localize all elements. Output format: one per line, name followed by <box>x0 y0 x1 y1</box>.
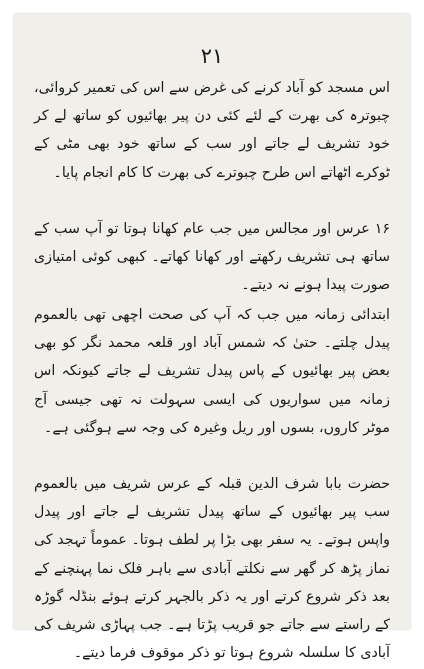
paragraph-walking-travel: ابتدائی زمانہ میں جب کہ آپ کی صحت اچھی تھی بالعموم پیدل چلتے۔ حتیٰ کہ شمس آباد اور قلعہ محمد نگر کو بھی بعض پیر بھائیوں کے پاس پیدل تشریف لے جاتے کیونکہ اس زمانہ میں سواریوں کی ایسی سہولت نہ تھی جیسی آج موٹر کاروں، بسوں اور ریل وغیرہ کی وجہ سے ہوگئی ہے۔ <box>34 307 390 436</box>
page-number: ۲۱ <box>200 44 224 68</box>
paragraph-urs-journey: حضرت بابا شرف الدین قبلہ کے عرس شریف میں بالعموم سب پیر بھائیوں کے ساتھ پیدل تشریف لے جاتے اور پیدل واپس ہوتے۔ یہ سفر بھی بڑا پر لطف ہوتا۔ عموماً تہجد کی نماز پڑھ کر گھر سے نکلتے آبادی سے باہر فلک نما پہنچنے کے بعد ذکر شروع کرتے اور یہ ذکر بالجہر کرتے ہوئے بنڈلہ گوڑہ کے راستے سے جاتے جو قریب پڑتا ہے۔ جب پہاڑی شریف کی آبادی کا سلسلہ شروع ہوتا تو ذکر موقوف فرما دیتے۔ <box>34 476 390 662</box>
paragraph-mosque-construction: اس مسجد کو آباد کرنے کی غرض سے اس کی تعمیر کروائی، چبوترہ کی بھرت کے لئے کئی دن پیر بھائیوں کو ساتھ لے کر خود تشریف لے جاتے اور سب کے ساتھ خود بھی مٹی کے ٹوکرے اٹھاتے اس طرح چبوترے کی بھرت کا کام انجام پایا۔ <box>34 80 390 181</box>
paragraph-communal-meals: ۱۶ عرس اور مجالس میں جب عام کھانا ہوتا تو آپ سب کے ساتھ ہی تشریف رکھتے اور کھانا کھاتے۔ کبھی کوئی امتیازی صورت پیدا ہونے نہ دیتے۔ <box>34 221 390 294</box>
page-body <box>34 74 390 669</box>
